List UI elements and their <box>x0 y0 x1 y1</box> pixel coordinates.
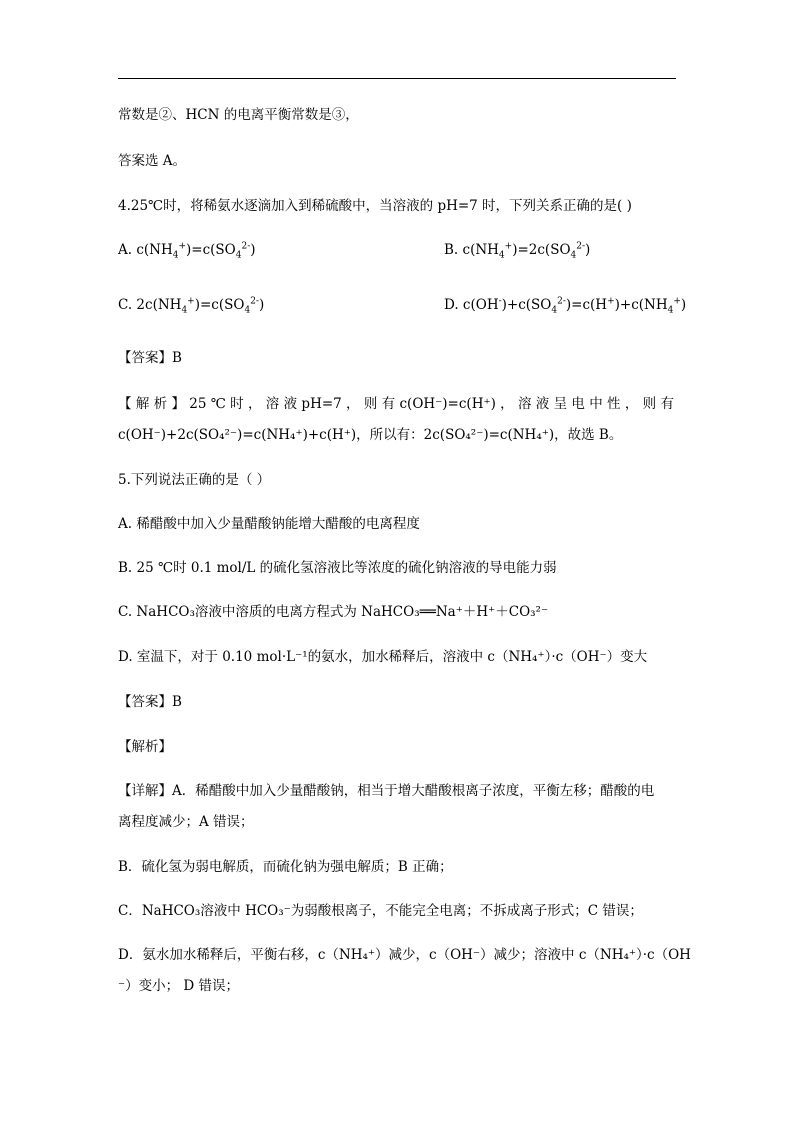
q4-option-d: D. $c(OH^-)+c(SO_4^{2-})=c(H^+)+c(NH_4^+)$ <box>444 296 687 316</box>
continued-text: 常数是②、HCN 的电离平衡常数是③， <box>118 107 359 123</box>
q5-answer: 【答案】B <box>118 694 182 710</box>
q4-option-a-pre: A. c(NH <box>118 242 173 258</box>
previous-answer: 答案选 A。 <box>118 153 187 169</box>
q4-option-d-c: )+c(NH <box>614 297 668 313</box>
q5-option-c: C. NaHCO₃溶液中溶质的电离方程式为 NaHCO₃══Na⁺＋H⁺＋CO₃²⁻ <box>118 604 549 620</box>
q5-option-b: B. 25 ℃时 0.1 mol/L 的硫化氢溶液比等浓度的硫化钠溶液的导电能力弱 <box>118 560 557 576</box>
q4-option-d-b: )=c(H <box>565 297 608 313</box>
q5-detail-b: B．硫化氢为弱电解质，而硫化钠为强电解质；B 正确； <box>118 859 453 875</box>
q5-detail-c: C．NaHCO₃溶液中 HCO₃⁻为弱酸根离子，不能完全电离；不拆成离子形式；C 错误； <box>118 903 643 919</box>
q5-option-a: A. 稀醋酸中加入少量醋酸钠能增大醋酸的电离程度 <box>118 516 420 532</box>
q5-analysis-title: 【解析】 <box>118 739 172 755</box>
q5-option-d: D. 室温下，对于 0.10 mol·L⁻¹的氨水，加水稀释后，溶液中 c（NH₄⁺）·c（OH⁻）变大 <box>118 649 648 665</box>
q5-detail-a-line2: 离程度减少；A 错误； <box>118 814 254 830</box>
q4-option-c: C. $2c(NH_4^+)=c(SO_4^{2-})$ <box>118 296 265 316</box>
q4-option-d-pre: D. c(OH <box>444 297 499 313</box>
q4-answer: 【答案】B <box>118 350 182 366</box>
q5-detail-a-line1: 【详解】A．稀醋酸中加入少量醋酸钠，相当于增大醋酸根离子浓度，平衡左移；醋酸的电 <box>118 783 655 799</box>
q5-stem: 5.下列说法正确的是（ ） <box>118 472 271 488</box>
q5-detail-d-line1: D．氨水加水稀释后，平衡右移，c（NH₄⁺）减少，c（OH⁻）减少；溶液中 c（NH₄⁺）·c（OH <box>118 947 691 963</box>
q5-detail-d-line2: ⁻）变小； D 错误； <box>118 978 240 994</box>
q4-stem: 4.25℃时，将稀氨水逐滴加入到稀硫酸中，当溶液的 pH=7 时，下列关系正确的是( ) <box>118 198 632 214</box>
q4-explanation-line2: c(OH⁻)+2c(SO₄²⁻)=c(NH₄⁺)+c(H⁺)，所以有：2c(SO₄²⁻)=c(NH₄⁺)，故选 B。 <box>118 427 623 443</box>
q4-option-c-mid: )=c(SO <box>194 297 245 313</box>
q4-option-a-mid: )=c(SO <box>186 242 236 258</box>
q4-option-b-mid: )=2c(SO <box>512 242 571 258</box>
q4-explanation-line1: 【 解 析 】 25 ℃ 时 ， 溶 液 pH=7 ， 则 有 c(OH⁻)=c(H⁺) ， 溶 液 呈 电 中 性 ， 则 有 <box>118 396 674 412</box>
q4-option-d-a: )+c(SO <box>501 297 552 313</box>
q4-option-b: B. $c(NH_4^+)=2c(SO_4^{2-})$ <box>444 241 591 261</box>
q4-option-c-pre: C. 2c(NH <box>118 297 182 313</box>
header-rule <box>118 78 676 79</box>
q4-option-a: A. $c(NH_4^+)=c(SO_4^{2-})$ <box>118 241 256 261</box>
q4-option-b-pre: B. c(NH <box>444 242 499 258</box>
